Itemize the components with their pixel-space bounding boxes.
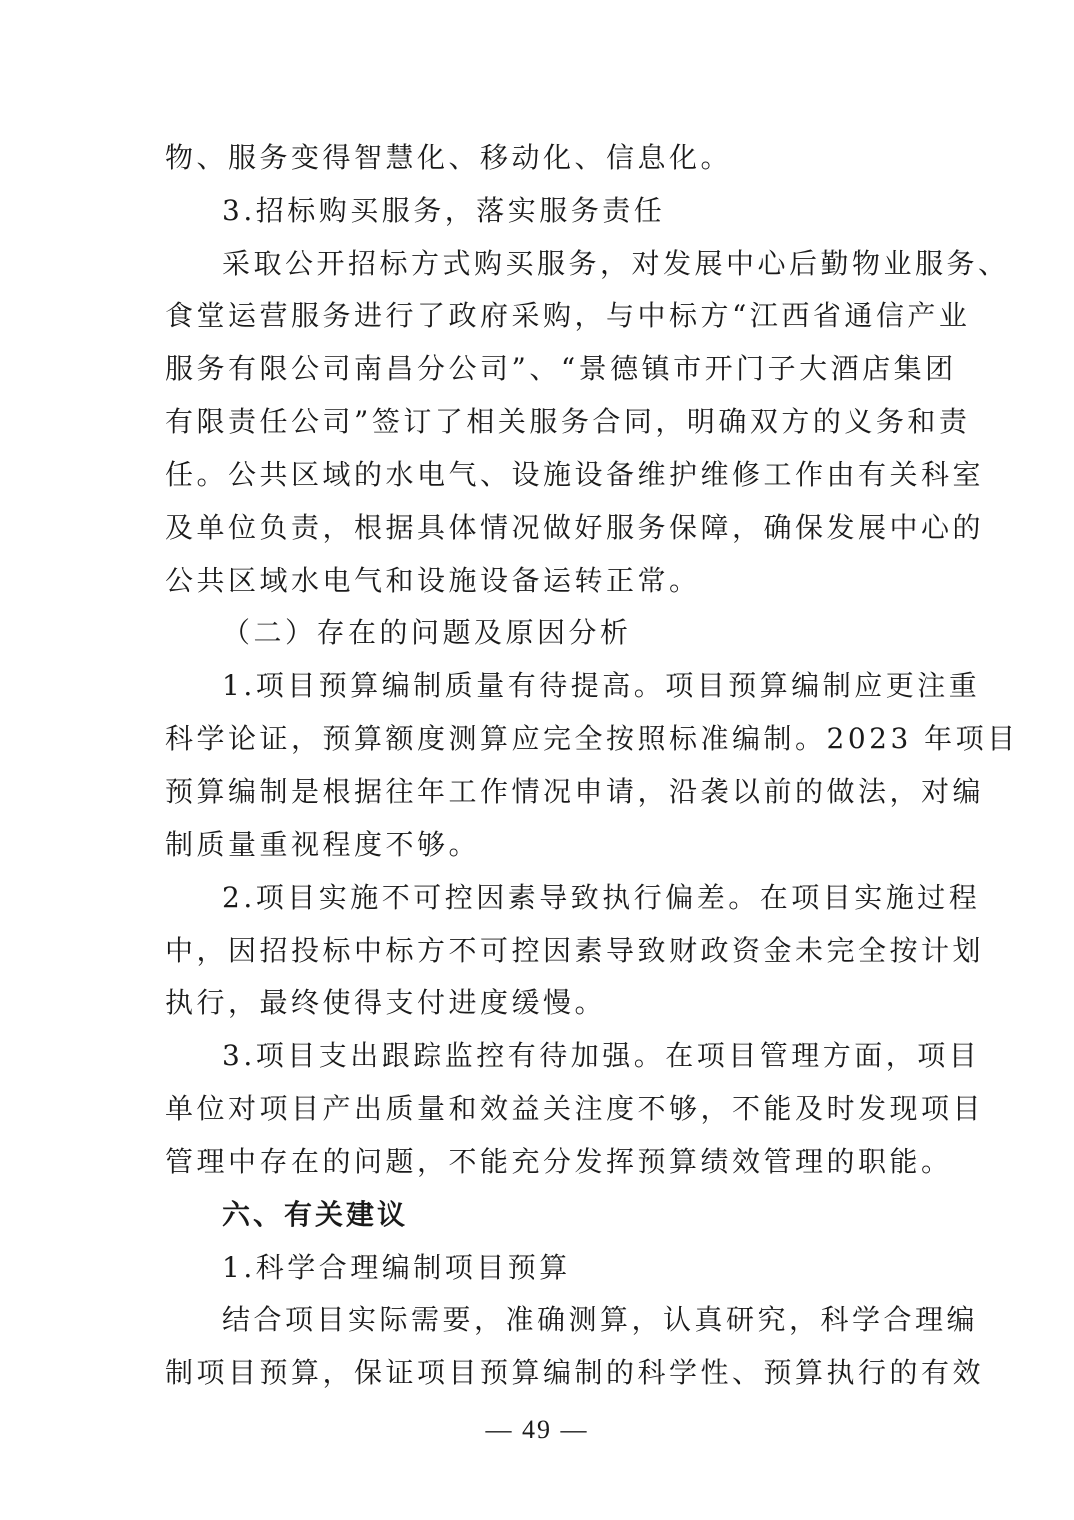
text-line: 结合项目实际需要，准确测算，认真研究，科学合理编 [222,1303,979,1336]
text-line: 有限责任公司”签订了相关服务合同，明确双方的义务和责 [165,405,971,438]
text-line: 公共区域水电气和设施设备运转正常。 [165,564,701,597]
text-line: 中，因招投标中标方不可控因素导致财政资金未完全按计划 [165,934,985,967]
text-line: 单位对项目产出质量和效益关注度不够，不能及时发现项目 [165,1092,985,1125]
text-line: 制质量重视程度不够。 [165,828,481,861]
text-line: 采取公开招标方式购买服务，对发展中心后勤物业服务、 [222,247,1010,280]
text-line: 任。公共区域的水电气、设施设备维护维修工作由有关科室 [165,458,985,491]
page-number: — 49 — [485,1415,589,1444]
text-line: 执行，最终使得支付进度缓慢。 [165,986,607,1019]
text-line: 服务有限公司南昌分公司”、“景德镇市开门子大酒店集团 [165,352,957,385]
text-line: 制项目预算，保证项目预算编制的科学性、预算执行的有效 [165,1356,985,1389]
text-line: 预算编制是根据往年工作情况申请，沿袭以前的做法，对编 [165,775,985,808]
text-line: 物、服务变得智慧化、移动化、信息化。 [165,141,733,174]
subsection-title: 1.科学合理编制项目预算 [222,1251,571,1284]
subsection-title: 3.招标购买服务，落实服务责任 [222,194,666,227]
text-line: 1.项目预算编制质量有待提高。项目预算编制应更注重 [222,669,981,702]
text-line: 3.项目支出跟踪监控有待加强。在项目管理方面，项目 [222,1039,981,1072]
text-line: 2.项目实施不可控因素导致执行偏差。在项目实施过程 [222,881,981,914]
text-line: 食堂运营服务进行了政府采购，与中标方“江西省通信产业 [165,299,971,332]
text-line: 科学论证，预算额度测算应完全按照标准编制。2023 年项目 [165,722,1019,755]
text-line: 及单位负责，根据具体情况做好服务保障，确保发展中心的 [165,511,985,544]
section-heading: 六、有关建议 [222,1198,409,1231]
section-subheading: （二）存在的问题及原因分析 [222,616,632,649]
text-line: 管理中存在的问题，不能充分发挥预算绩效管理的职能。 [165,1145,953,1178]
